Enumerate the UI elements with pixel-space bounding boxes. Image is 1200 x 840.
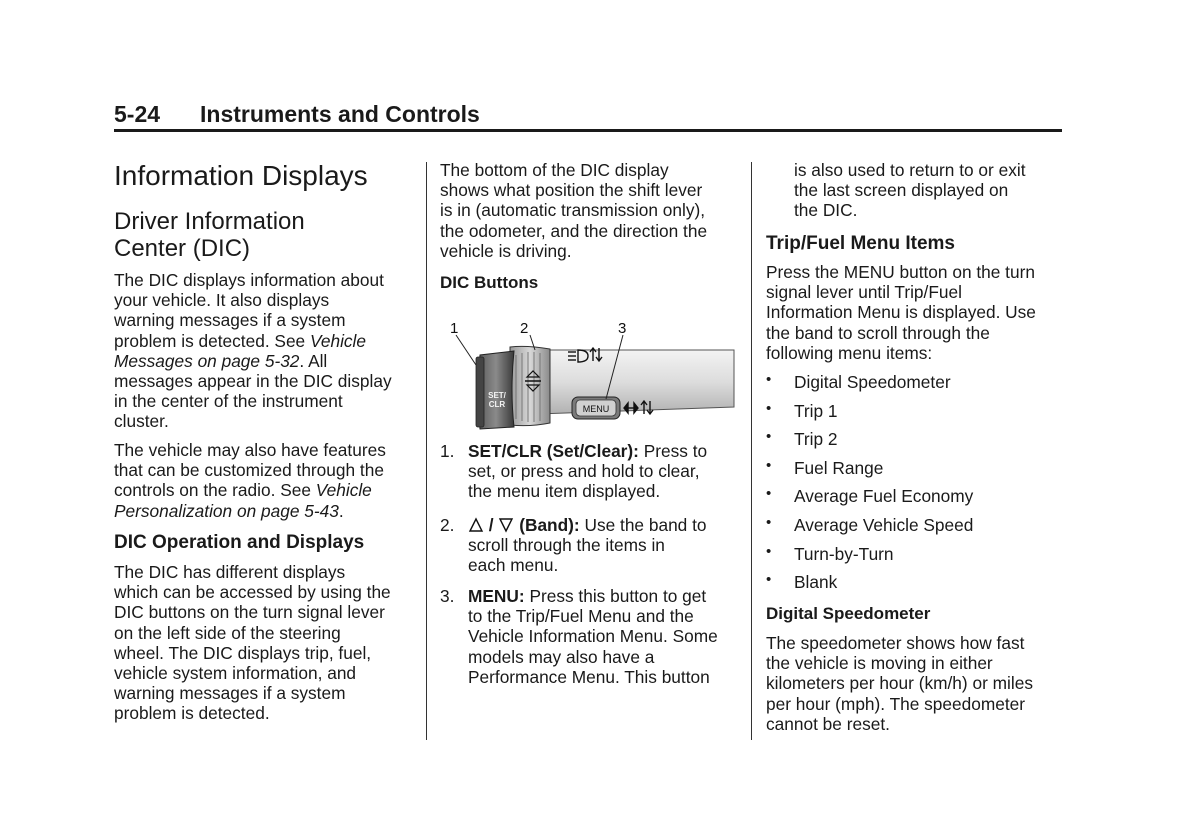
list-text [468, 441, 740, 502]
page-number: 5-24 [114, 101, 161, 127]
bullet: • [766, 371, 772, 388]
text-line: DIC buttons on the turn signal lever [114, 602, 385, 623]
list-item-label: Turn-by-Turn [794, 543, 894, 564]
text-line: each menu. [468, 555, 559, 576]
text-line: that can be customized through the [114, 460, 384, 481]
text-line: vehicle is driving. [440, 240, 572, 261]
paragraph-dic-intro [114, 270, 414, 432]
text-line: the odometer, and the direction the [440, 220, 708, 241]
text-line: cannot be reset. [766, 713, 890, 734]
cross-reference-link[interactable]: Vehicle [315, 480, 372, 501]
text-line: the vehicle is moving in either [766, 653, 993, 674]
subheading-line-2: Center (DIC) [114, 235, 251, 262]
band-down-icon [498, 517, 514, 533]
cross-reference-link[interactable]: Vehicle [309, 330, 367, 351]
text-line: per hour (mph). The speedometer [766, 693, 1026, 714]
text-line: The vehicle may also have features [114, 440, 386, 460]
text-line [468, 586, 740, 606]
list-item-label: Trip 1 [794, 400, 838, 421]
paragraph-personalization [114, 440, 414, 521]
page-header [114, 101, 1062, 131]
text-line: on the left side of the steering [114, 622, 341, 643]
paragraph-continued [794, 160, 1066, 221]
text-line: Press the MENU button on the turn [766, 262, 1035, 282]
list-text [468, 586, 740, 687]
callout-3: 3 [618, 320, 627, 337]
bullet: • [766, 571, 772, 589]
bullet: • [766, 514, 772, 531]
band-up-icon [468, 517, 484, 533]
column-divider-1 [426, 162, 427, 740]
text-line [114, 501, 414, 521]
text-segment: . All [299, 350, 328, 371]
text-line: the band to scroll through the [766, 322, 990, 343]
text-segment: Press to [638, 441, 708, 461]
text-line: is in (automatic transmission only), [440, 200, 706, 221]
term: SET/CLR (Set/Clear): [468, 441, 639, 461]
paragraph-speedometer [766, 633, 1066, 734]
text-line: the last screen displayed on [794, 180, 1009, 201]
knob-label-set: SET/ [488, 391, 506, 400]
header-rule [114, 129, 1062, 132]
text-segment: . [338, 500, 344, 521]
text-segment: / [484, 515, 499, 535]
knob-label-clr: CLR [488, 400, 506, 409]
callout-1: 1 [450, 320, 459, 337]
paragraph-dic-operation [114, 562, 414, 724]
text-line: the DIC. [794, 200, 858, 221]
text-line: The DIC has different displays [114, 562, 346, 582]
text-line: Information Menu is displayed. Use [766, 302, 1036, 323]
text-line: Performance Menu. This button [468, 666, 710, 687]
column-divider-2 [751, 162, 752, 740]
text-line: in the center of the instrument [114, 391, 343, 412]
text-line: following menu items: [766, 342, 933, 363]
list-item-label: Fuel Range [794, 457, 884, 478]
list-number: 1. [440, 441, 455, 461]
text-line: set, or press and hold to clear, [468, 461, 700, 482]
subheading-line-1: Driver Information [114, 208, 305, 235]
text-line: models may also have a [468, 646, 655, 667]
text-segment: Use the band to [579, 515, 707, 535]
cross-reference-link[interactable]: Messages on page 5-32 [114, 350, 300, 371]
bullet: • [766, 485, 772, 503]
list-number: 3. [440, 586, 455, 606]
text-line [468, 515, 740, 535]
term: (Band): [514, 515, 580, 535]
heading-trip-fuel: Trip/Fuel Menu Items [766, 233, 955, 254]
section-title: Instruments and Controls [200, 101, 480, 127]
bullet: • [766, 456, 772, 474]
text-line: shows what position the shift lever [440, 180, 703, 201]
text-line: cluster. [114, 411, 169, 432]
text-line: The bottom of the DIC display [440, 160, 669, 180]
text-line: Vehicle Information Menu. Some [468, 626, 718, 647]
text-line: is also used to return to or exit [794, 160, 1026, 180]
text-line: warning messages if a system [114, 683, 346, 704]
list-item-label: Average Vehicle Speed [794, 515, 974, 535]
text-line: warning messages if a system [114, 310, 346, 331]
text-line: signal lever until Trip/Fuel [766, 282, 962, 303]
text-line: which can be accessed by using the [114, 582, 391, 603]
text-line: problem is detected. [114, 703, 270, 724]
list-item-label: Average Fuel Economy [794, 486, 974, 507]
list-item-label: Blank [794, 572, 838, 593]
text-line: kilometers per hour (km/h) or miles [766, 673, 1033, 694]
text-line: vehicle system information, and [114, 663, 357, 684]
list-item-label: Digital Speedometer [794, 372, 951, 392]
text-line: scroll through the items in [468, 535, 665, 556]
paragraph-trip-fuel [766, 262, 1066, 363]
text-line: the menu item displayed. [468, 481, 661, 502]
heading-dic-operation: DIC Operation and Displays [114, 532, 365, 553]
text-segment: Press this button to get [524, 586, 707, 606]
term: MENU: [468, 586, 525, 606]
text-line: messages appear in the DIC display [114, 371, 392, 392]
text-line: wheel. The DIC displays trip, fuel, [114, 642, 372, 663]
bullet: • [766, 428, 772, 446]
cross-reference-link[interactable]: Personalization on page 5-43 [114, 500, 339, 521]
text-line: The speedometer shows how fast [766, 633, 1025, 653]
text-segment: problem is detected. See [114, 330, 310, 351]
text-segment: controls on the radio. See [114, 480, 316, 501]
menu-button-label: MENU [582, 404, 610, 414]
paragraph-dic-bottom [440, 160, 740, 261]
text-line: your vehicle. It also displays [114, 290, 330, 311]
text-line: to the Trip/Fuel Menu and the [468, 606, 694, 627]
text-line [114, 331, 414, 351]
callout-2: 2 [520, 320, 529, 337]
bullet: • [766, 399, 772, 417]
text-line [114, 480, 414, 500]
text-line [114, 351, 414, 371]
page-heading: Information Displays [114, 160, 368, 191]
text-line [468, 441, 740, 461]
list-number: 2. [440, 515, 455, 535]
bullet: • [766, 542, 772, 560]
heading-digital-speedometer: Digital Speedometer [766, 604, 931, 623]
text-line: The DIC displays information about [114, 270, 384, 290]
list-item-label: Trip 2 [794, 429, 838, 450]
heading-dic-buttons: DIC Buttons [440, 273, 539, 292]
list-text [468, 515, 740, 576]
